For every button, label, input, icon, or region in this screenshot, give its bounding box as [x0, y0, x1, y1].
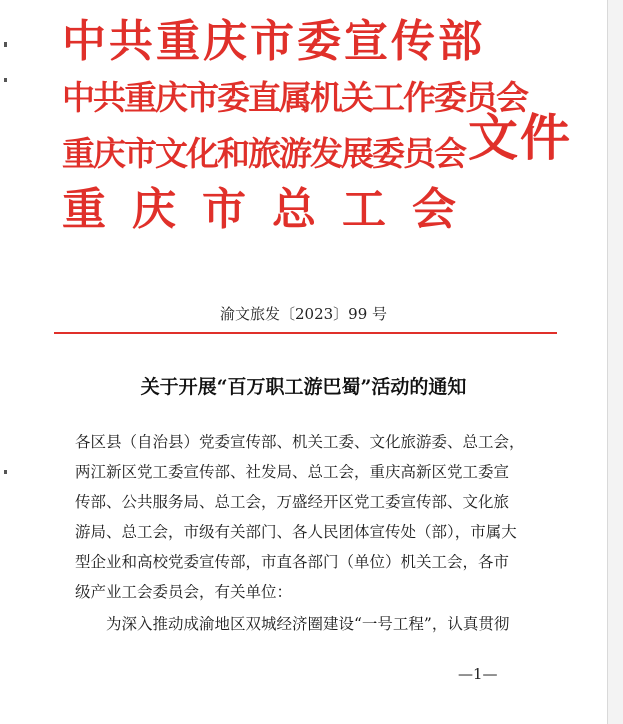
addressee-line: 传部、公共服务局、总工会，万盛经开区党工委宣传部、文化旅 [75, 493, 510, 511]
page-number: —1— [458, 665, 498, 683]
doc-type-label: 文件 [468, 109, 572, 167]
addressee-line: 型企业和高校党委宣传部，市直各部门（单位）机关工会，各市 [75, 553, 510, 571]
issuer-line: 重庆市文化和旅游发展委员会 [62, 134, 465, 173]
paragraph-text: 为深入推动成渝地区双城经济圈建设“一号工程”，认真贯彻 [106, 615, 510, 633]
issuer-line: 重庆市总工会 [62, 184, 482, 235]
addressee-line: 游局、总工会，市级有关部门、各人民团体宣传处（部），市属大 [75, 523, 517, 541]
red-divider [54, 332, 557, 334]
addressee-line: 两江新区党工委宣传部、社发局、总工会，重庆高新区党工委宣 [75, 463, 510, 481]
document-number: 渝文旅发〔2023〕99 号 [219, 305, 388, 323]
scan-edge-mark [4, 78, 7, 82]
scan-edge-mark [4, 42, 7, 47]
issuer-line: 中共重庆市委宣传部 [62, 16, 485, 67]
scan-edge-mark [4, 470, 7, 474]
addressee-line: 级产业工会委员会，有关单位： [75, 583, 293, 601]
document-title: 关于开展“百万职工游巴蜀”活动的通知 [140, 376, 467, 398]
addressee-line: 各区县（自治县）党委宣传部、机关工委、文化旅游委、总工会， [75, 433, 525, 451]
issuer-line: 中共重庆市委直属机关工作委员会 [62, 78, 527, 117]
page-margin [608, 0, 623, 724]
